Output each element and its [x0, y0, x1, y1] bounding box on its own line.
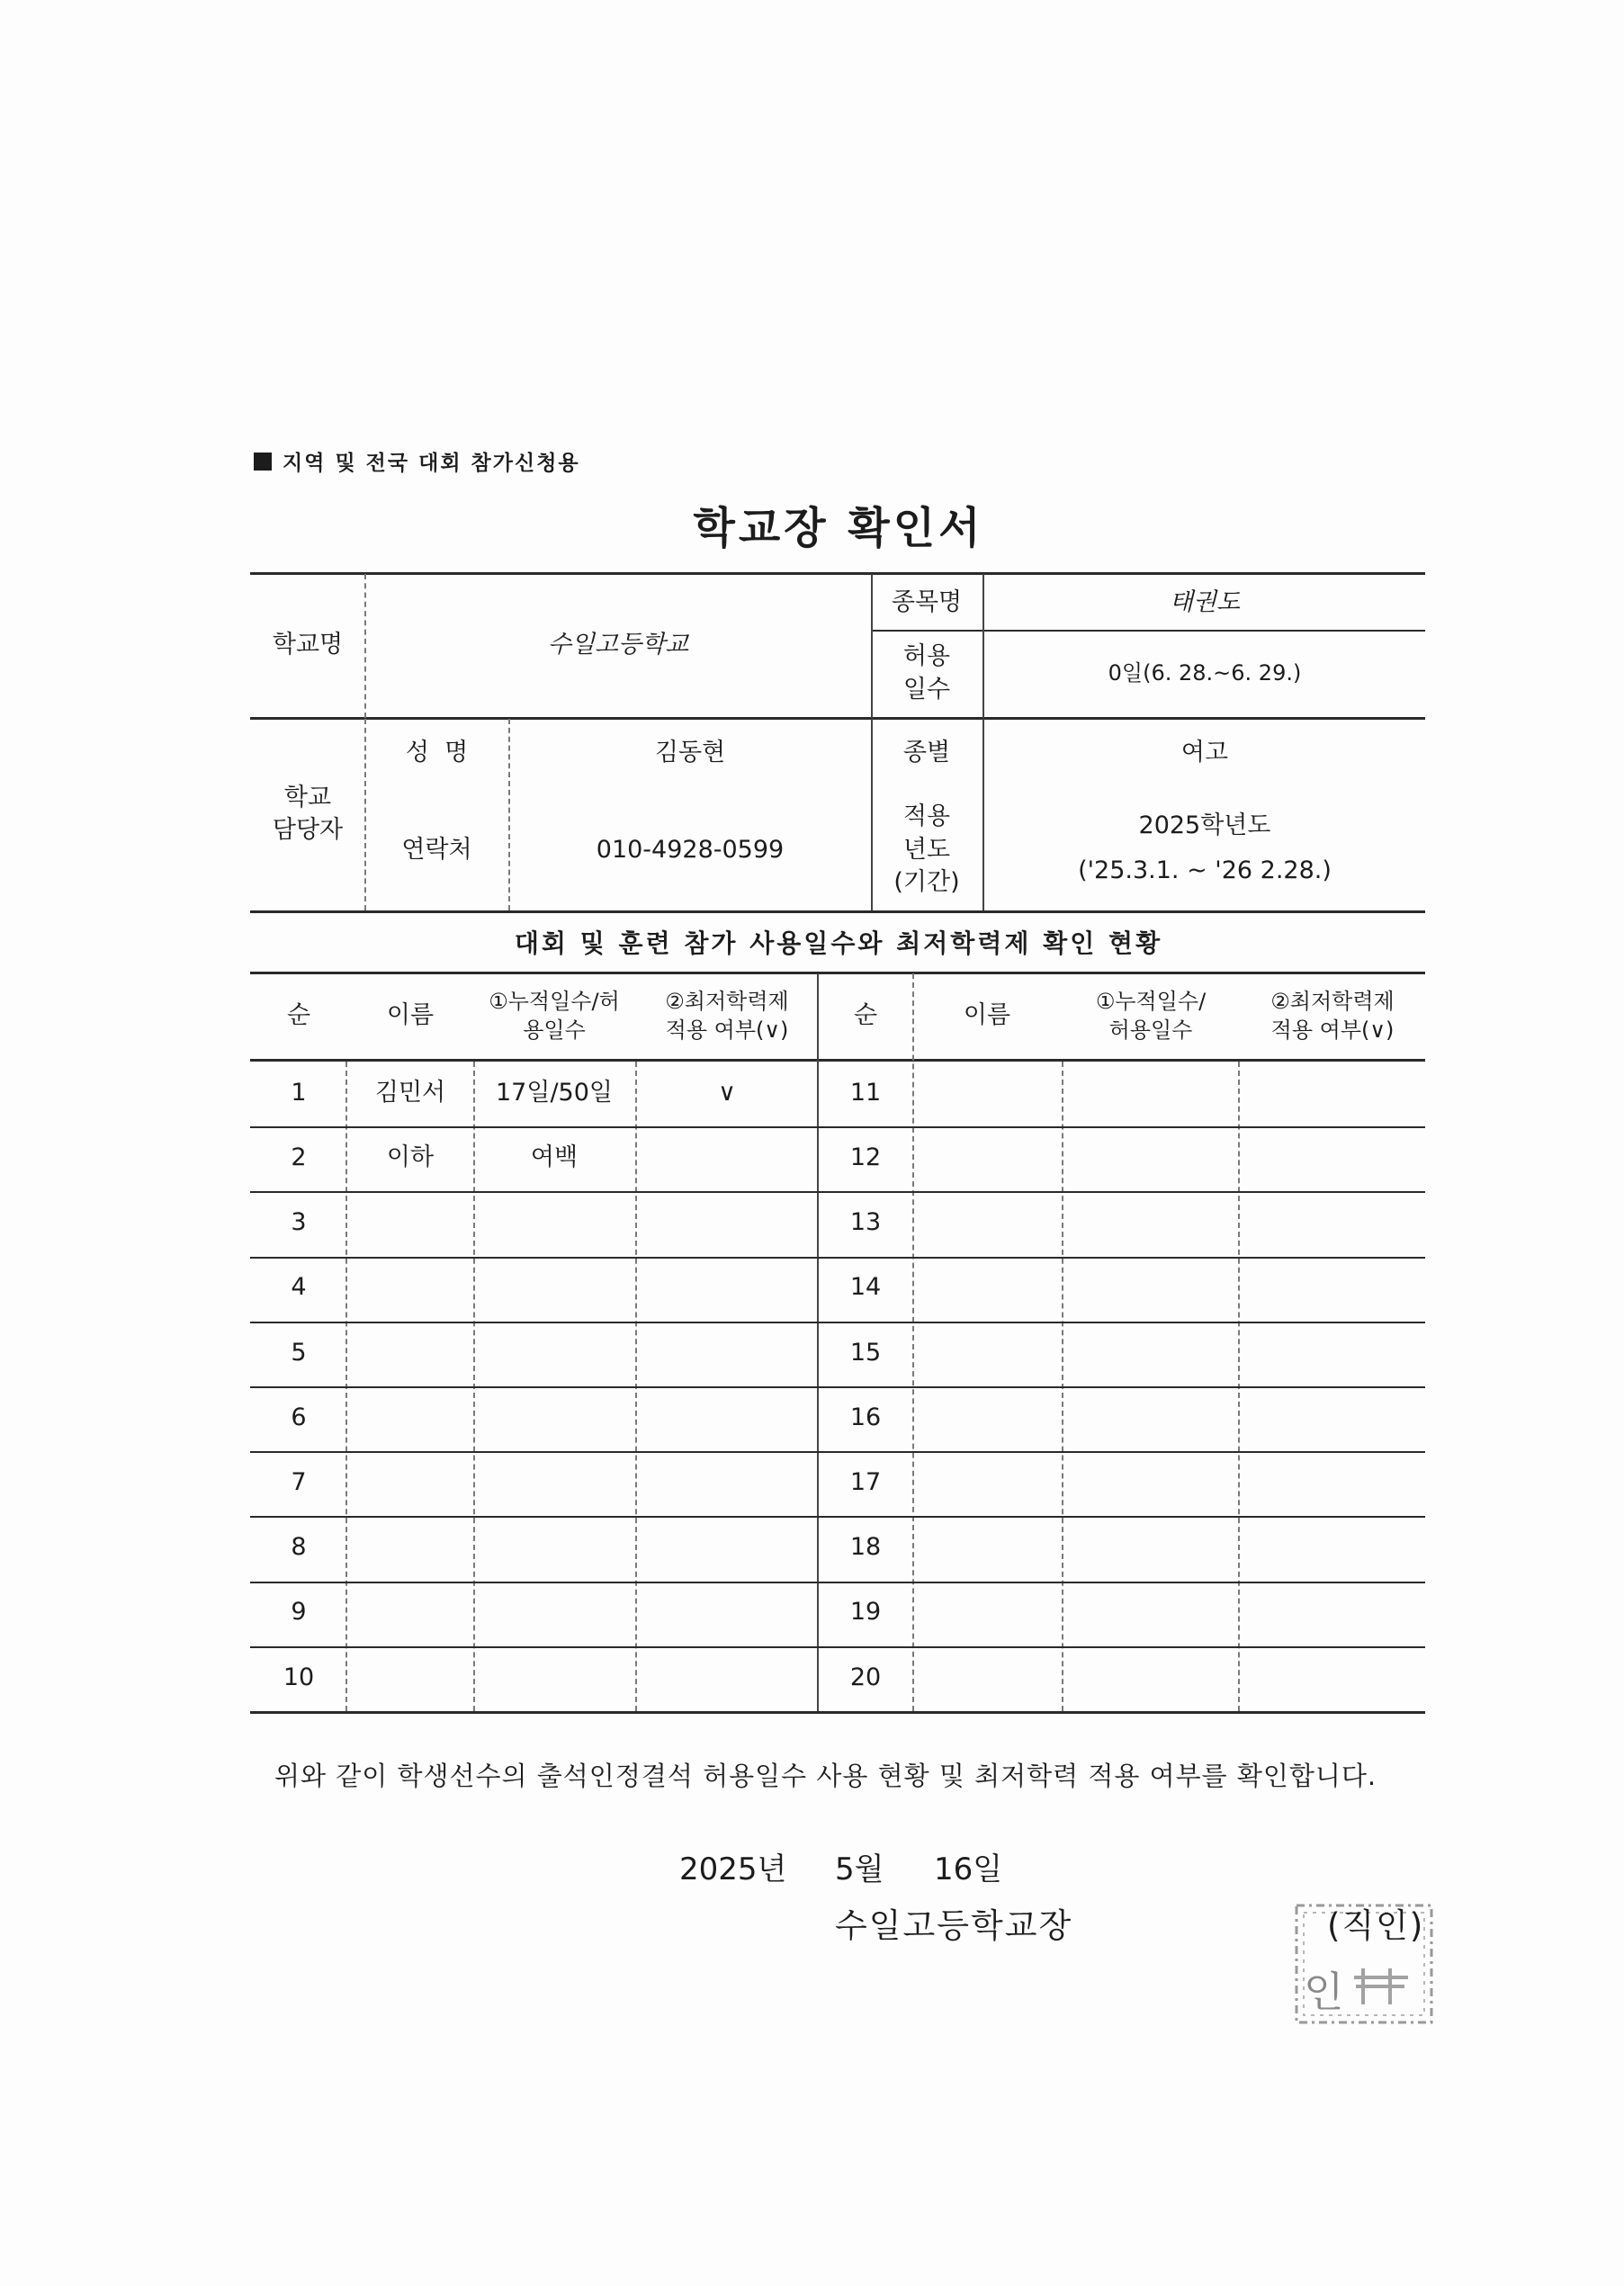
table-cell-days2: [1063, 1451, 1238, 1514]
table-cell-days2: [1063, 1646, 1238, 1709]
section-title: 대회 및 훈련 참가 사용일수와 최저학력제 확인 현황: [514, 928, 1163, 958]
square-bullet-icon: [254, 453, 272, 471]
info-divider-4: [364, 719, 366, 910]
usage-note-text: 지역 및 전국 대회 참가신청용: [283, 452, 580, 475]
table-cell-no2: 15: [849, 1338, 882, 1367]
contact-value: 010-4928-0599: [596, 835, 785, 864]
table-cell-no2: 18: [849, 1533, 882, 1562]
table-cell-name: [347, 1322, 473, 1385]
table-cell-no2: 13: [849, 1208, 882, 1237]
table-cell-name2: [914, 1582, 1060, 1645]
table-cell-days: [475, 1322, 633, 1385]
table-cell-check: [637, 1322, 817, 1385]
table-cell-days2: [1063, 1582, 1238, 1645]
table-cell-no2: 17: [849, 1468, 882, 1497]
table-cell-days2: [1063, 1322, 1238, 1385]
table-cell-no2: 20: [849, 1663, 882, 1691]
table-cell-check2: [1240, 1191, 1425, 1254]
table-cell-days: 여백: [530, 1143, 579, 1172]
table-cell-no: 10: [283, 1663, 315, 1691]
table-cell-name: [347, 1582, 473, 1645]
table-cell-no2: 14: [849, 1273, 882, 1302]
table-cell-no: 4: [291, 1273, 307, 1302]
table-cell-days: [475, 1386, 633, 1449]
school-name-label: 학교명: [272, 631, 344, 659]
table-cell-name: [347, 1516, 473, 1579]
table-cell-days2: [1063, 1257, 1238, 1320]
table-cell-days: [475, 1646, 633, 1709]
header-days-right: ①누적일수/ 허용일수: [1095, 988, 1207, 1043]
type-label: 종별: [902, 739, 951, 767]
table-row-border: [250, 1711, 1425, 1714]
table-cell-no: 5: [291, 1338, 307, 1367]
table-cell-name2: [914, 1322, 1060, 1385]
header-no-right: 순: [853, 1000, 878, 1029]
table-cell-check: ∨: [718, 1078, 736, 1107]
period-value: ('25.3.1. ~ '26 2.28.): [1078, 856, 1332, 884]
table-cell-name: [347, 1451, 473, 1514]
header-days-left: ①누적일수/허 용일수: [489, 988, 620, 1043]
table-cell-name2: [914, 1451, 1060, 1514]
table-cell-name: [347, 1257, 473, 1320]
table-cell-check: [637, 1126, 817, 1189]
info-divider-5: [508, 719, 510, 910]
table-cell-check: [637, 1582, 817, 1645]
table-cell-name: 이하: [386, 1143, 435, 1172]
table-cell-check2: [1240, 1451, 1425, 1514]
table-cell-days: [475, 1582, 633, 1645]
table-cell-name2: [914, 1191, 1060, 1254]
table-cell-check2: [1240, 1062, 1425, 1125]
table-cell-name2: [914, 1386, 1060, 1449]
table-cell-check2: [1240, 1386, 1425, 1449]
table-cell-check2: [1240, 1126, 1425, 1189]
year-label: 적용 년도 (기간): [893, 802, 960, 897]
date-year: 2025년: [679, 1851, 787, 1887]
manager-name-value: 김동현: [654, 739, 726, 767]
table-cell-no: 2: [291, 1143, 307, 1172]
principal-name: 수일고등학교장: [835, 1906, 1073, 1945]
header-check-right: ②최저학력제 적용 여부(∨): [1270, 988, 1395, 1043]
header-no: 순: [286, 1000, 311, 1029]
table-cell-check: [637, 1257, 817, 1320]
year-value: 2025학년도: [1138, 811, 1271, 839]
table-cell-days2: [1063, 1191, 1238, 1254]
manager-label: 학교 담당자: [272, 783, 344, 844]
school-name-value: 수일고등학교: [547, 631, 689, 659]
sport-label: 종목명: [891, 587, 963, 616]
table-cell-check2: [1240, 1646, 1425, 1709]
table-cell-no: 7: [291, 1468, 307, 1497]
table-cell-check: [637, 1386, 817, 1449]
table-cell-name2: [914, 1516, 1060, 1579]
table-cell-name2: [914, 1062, 1060, 1125]
table-cell-days: [475, 1451, 633, 1514]
table-cell-name2: [914, 1646, 1060, 1709]
confirmation-statement: 위와 같이 학생선수의 출석인정결석 허용일수 사용 현황 및 최저학력 적용 여부를 확인합니다.: [274, 1761, 1377, 1791]
table-cell-no2: 16: [849, 1403, 882, 1431]
info-bottom-border: [250, 910, 1425, 913]
info-top-border: [250, 572, 1425, 575]
table-cell-no2: 19: [849, 1598, 882, 1627]
type-value: 여고: [1180, 739, 1229, 767]
table-cell-name: 김민서: [374, 1078, 446, 1107]
table-cell-no: 9: [291, 1598, 307, 1627]
official-seal-stamp: [1291, 1871, 1444, 2033]
table-cell-no2: 11: [849, 1078, 882, 1107]
table-cell-check: [637, 1191, 817, 1254]
table-cell-name: [347, 1191, 473, 1254]
allowed-days-label: 허용 일수: [902, 642, 951, 704]
table-cell-days: [475, 1516, 633, 1579]
name-label: 성 명: [405, 739, 469, 767]
table-cell-check: [637, 1451, 817, 1514]
table-cell-check2: [1240, 1322, 1425, 1385]
table-cell-name: [347, 1646, 473, 1709]
table-cell-name2: [914, 1257, 1060, 1320]
table-cell-no: 1: [291, 1078, 307, 1107]
date-month: 5월: [835, 1851, 884, 1887]
stamp-text: 인: [1304, 1968, 1344, 2016]
table-cell-no: 8: [291, 1533, 307, 1562]
contact-label: 연락처: [401, 835, 472, 864]
table-cell-days: [475, 1191, 633, 1254]
table-cell-check2: [1240, 1582, 1425, 1645]
header-check-left: ②최저학력제 적용 여부(∨): [665, 988, 789, 1043]
seal-label: (직인): [1327, 1906, 1425, 1945]
table-cell-check2: [1240, 1257, 1425, 1320]
table-cell-name2: [914, 1126, 1060, 1189]
table-cell-name: [347, 1386, 473, 1449]
table-cell-days2: [1063, 1126, 1238, 1189]
table-cell-check: [637, 1516, 817, 1579]
table-cell-no2: 12: [849, 1143, 882, 1172]
table-cell-days: [475, 1257, 633, 1320]
table-cell-check2: [1240, 1516, 1425, 1579]
table-cell-no: 3: [291, 1208, 307, 1237]
info-divider-1: [364, 574, 366, 718]
usage-note: [254, 446, 580, 476]
sport-value: 태권도: [1169, 587, 1241, 616]
table-cell-days2: [1063, 1516, 1238, 1579]
table-cell-days2: [1063, 1386, 1238, 1449]
table-cell-days: 17일/50일: [496, 1078, 613, 1107]
table-cell-check: [637, 1646, 817, 1709]
allowed-days-value: 0일(6. 28.~6. 29.): [1108, 660, 1302, 686]
document-title: 학교장 확인서: [693, 503, 984, 553]
table-cell-no: 6: [291, 1403, 307, 1431]
table-cell-days2: [1063, 1062, 1238, 1125]
date-day: 16일: [934, 1851, 1003, 1887]
header-name-right: 이름: [963, 1000, 1011, 1029]
header-name: 이름: [386, 1000, 435, 1029]
